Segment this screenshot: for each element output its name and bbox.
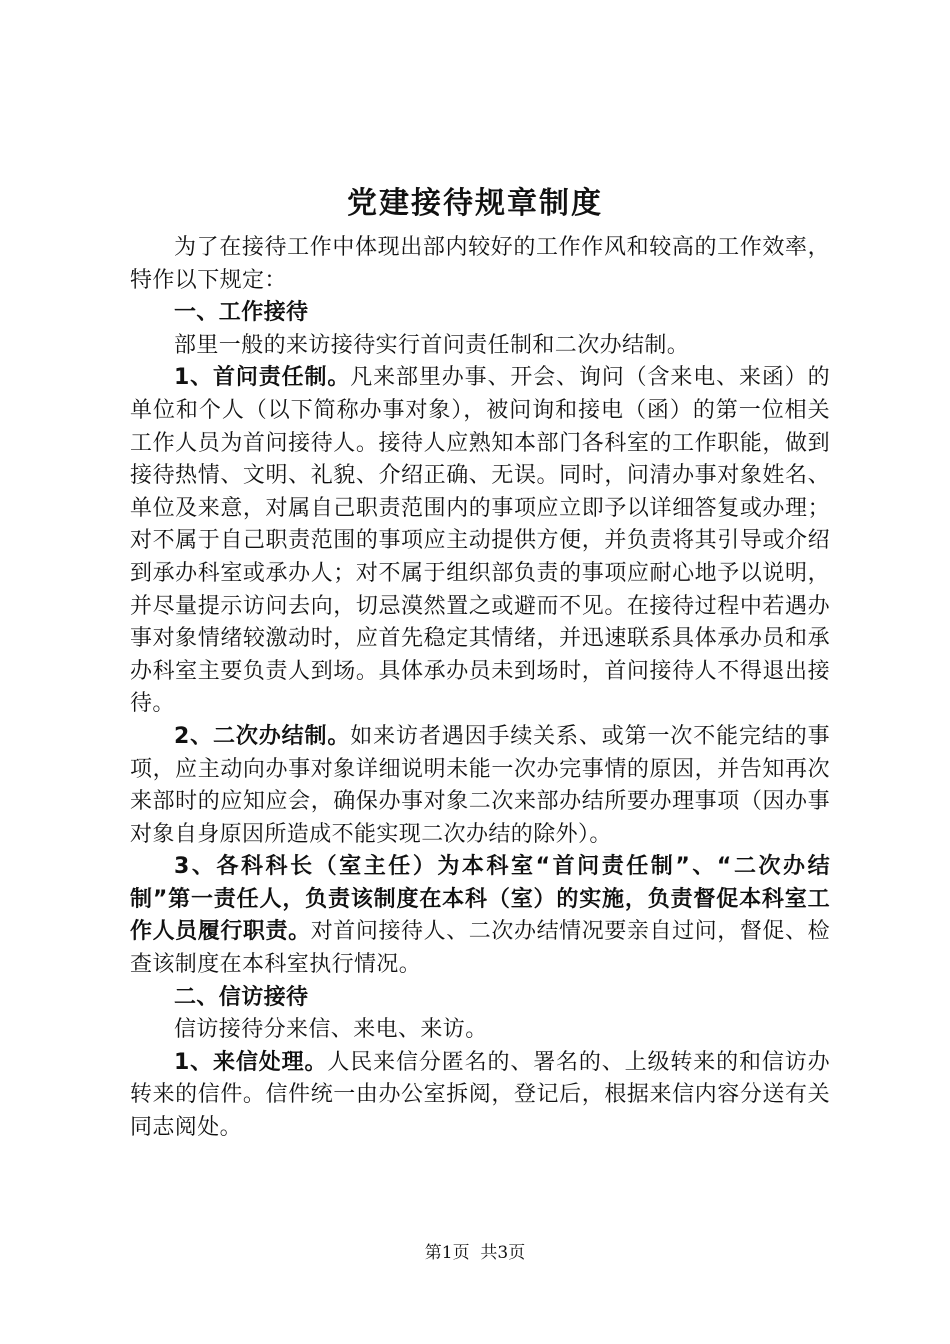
page-total: 共3页	[480, 1243, 526, 1263]
section2-heading: 二、信访接待	[174, 984, 309, 1010]
section2-item1-paragraph	[130, 1047, 830, 1145]
section1-item3-text: 对首问接待人、二次办结情况要亲自过问，督促、检查该制度在本科室执行情况。	[130, 919, 831, 978]
section1-item1-lead: 1、首问责任制。	[174, 365, 351, 391]
intro-paragraph: 为了在接待工作中体现出部内较好的工作作风和较高的工作效率，特作以下规定：	[130, 235, 830, 293]
section2-item1-text: 人民来信分匿名的、署名的、上级转来的和信访办转来的信件。信件统一由办公室拆阅，登记后，根据来信内容分送有关同志阅处。	[130, 1049, 831, 1141]
section1-heading: 一、工作接待	[174, 300, 309, 326]
section1-item3-lead: 3、各科科长（室主任）为本科室“首问责任制”、“二次办结制”第一责任人，负责该制度在本科（室）的实施，负责督促本科室工作人员履行职责。	[130, 854, 830, 945]
document-body	[130, 232, 830, 1145]
section1-item1-text: 凡来部里办事、开会、询问（含来电、来函）的单位和个人（以下简称办事对象），被问询和接电（函）的第一位相关工作人员为首问接待人。接待人应熟知本部门各科室的工作职能，做到接待热情、文明、礼貌、介绍正确、无误。同时，问清办事对象姓名、单位及来意，对属自己职责范围内的事项应立即予以详细答复或办理；对不属于自己职责范围的事项应主动提供方便，并负责将其引导或介绍到承办科室或承办人；对不属于组织部负责的事项应耐心地予以说明，并尽量提示访问去向，切忌漠然置之或避而不见。在接待过程中若遇办事对象情绪较激动时，应首先稳定其情绪，并迅速联系具体承办员和承办科室主要负责人到场。具体承办员未到场时，首问接待人不得退出接待。	[130, 365, 830, 717]
section2-item1-lead: 1、来信处理。	[174, 1049, 328, 1075]
section1-item2-text: 如来访者遇因手续关系、或第一次不能完结的事项，应主动向办事对象详细说明未能一次办完事情的原因，并告知再次来部时的应知应会，确保办事对象二次来部办结所要办理事项（因办事对象自身原因所造成不能实现二次办结的除外）。	[130, 723, 830, 847]
page-number: 第1页	[424, 1243, 470, 1263]
page-footer	[0, 1242, 950, 1264]
section1-item2-paragraph	[130, 721, 830, 851]
section1-item1-paragraph	[130, 362, 830, 721]
document-title: 党建接待规章制度	[347, 186, 603, 221]
section1-summary: 部里一般的来访接待实行首问责任制和二次办结制。	[174, 332, 690, 358]
section2-summary: 信访接待分来信、来电、来访。	[174, 1017, 488, 1043]
section1-item2-lead: 2、二次办结制。	[174, 723, 351, 749]
section1-item3-paragraph	[130, 851, 830, 981]
